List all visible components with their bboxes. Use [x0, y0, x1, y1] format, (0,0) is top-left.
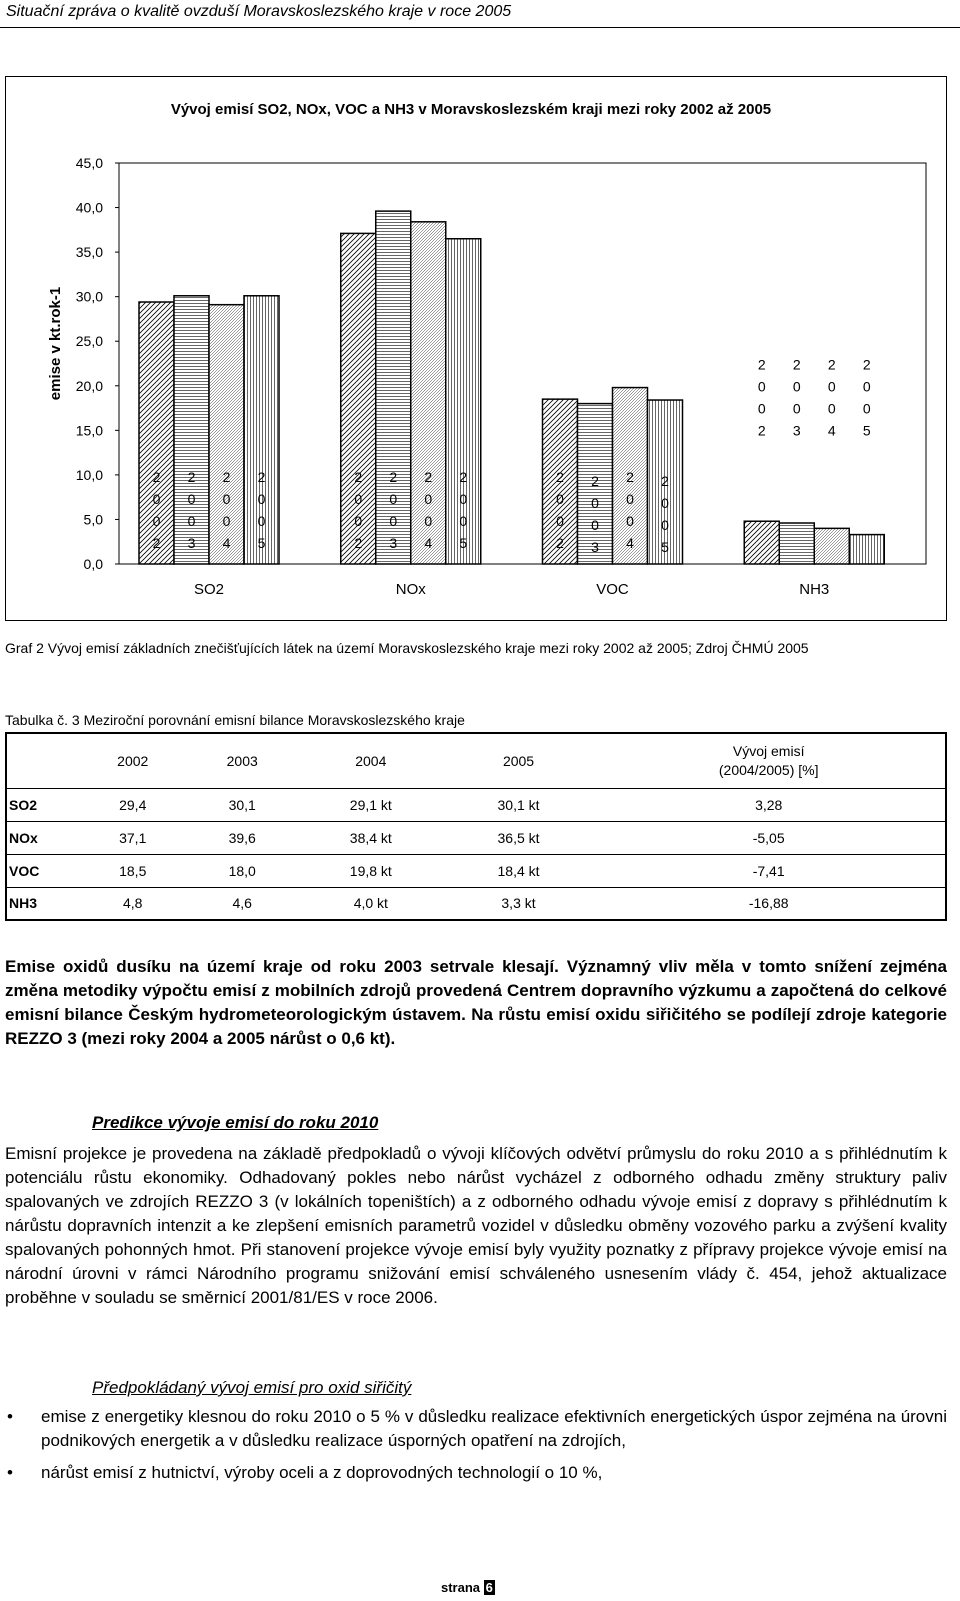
header-cell-trend: [592, 733, 946, 788]
table-header-row: [6, 733, 946, 788]
table-row: [6, 788, 946, 821]
footer-label: strana: [441, 1580, 481, 1595]
chart-title: Vývoj emisí SO2, NOx, VOC a NH3 v Moravskoslezském kraji mezi roky 2002 až 2005: [170, 101, 772, 118]
emissions-chart: [6, 77, 946, 620]
list-item-text: nárůst emisí z hutnictví, výroby oceli a z doprovodných technologií o 10 %,: [41, 1463, 603, 1482]
table-cell: 18,0: [187, 854, 296, 887]
bar-year-label: 2 0 0 3: [792, 356, 801, 439]
so2-bullet-list: [5, 1405, 947, 1493]
table-cell: 4,0 kt: [297, 887, 445, 920]
table-cell: -7,41: [592, 854, 946, 887]
prediction-heading: Predikce vývoje emisí do roku 2010: [92, 1113, 379, 1132]
chart-frame: [5, 76, 947, 621]
table-cell: -5,05: [592, 821, 946, 854]
table-cell: -16,88: [592, 887, 946, 920]
header-cell-2002: 2002: [78, 733, 187, 788]
table-cell: 29,1 kt: [297, 788, 445, 821]
header-cell-2004: 2004: [297, 733, 445, 788]
table-cell: 37,1: [78, 821, 187, 854]
bar-year-label: 2 0 0 4: [827, 356, 836, 439]
table-row: [6, 854, 946, 887]
y-tick-label: 20,0: [75, 377, 103, 394]
bar-year-label: 2 0 0 5: [862, 356, 871, 439]
bar-year-label: 2 0 0 2: [556, 469, 564, 551]
running-head: Situační zpráva o kvalitě ovzduší Moravskoslezského kraje v roce 2005: [6, 3, 512, 20]
bar-year-label: 2 0 0 5: [459, 469, 468, 551]
table-row: [6, 887, 946, 920]
bar-year-label: 2 0 0 2: [152, 469, 161, 551]
table-cell: 3,3 kt: [445, 887, 593, 920]
row-label: SO2: [6, 788, 78, 821]
bar-year-label: 2 0 0 5: [661, 473, 669, 555]
table-cell: 36,5 kt: [445, 821, 593, 854]
table-cell: 30,1 kt: [445, 788, 593, 821]
bullet-icon: •: [7, 1463, 13, 1482]
table-cell: 3,28: [592, 788, 946, 821]
category-label: VOC: [596, 581, 629, 598]
y-tick-label: 25,0: [75, 333, 103, 350]
row-label: VOC: [6, 854, 78, 887]
trend-header-line1: Vývoj emisí: [732, 742, 805, 759]
projection-paragraph: Emisní projekce je provedena na základě předpokladů o vývoji klíčových odvětví průmyslu do roku 2010 a s přihlédnutím k potenciálu růstu ekonomiky. Odhadovaný pokles nebo nárůst vycházel z odborného odhadu změny struktury paliv spalovaných ve zdrojích REZZO 3 (v lokálních topeništích) a z odborného odhadu vývoje emisí z dopravy s přihlédnutím k nárůstu dopravních intenzit a ke zlepšení emisních parametrů vozidel v důsledku obměny vozového parku a zvýšení kvality spalovaných pohonných hmot. Při stanovení projekce vývoje emisí byly využity poznatky z přípravy projekce vývoje emisí na národní úrovni v rámci Národního programu snižování emisí schváleného usnesením vlády č. 454, jehož aktualizace proběhne v souladu se směrnicí 2001/81/ES v roce 2006.: [5, 1144, 947, 1307]
bar-year-label: 2 0 0 4: [626, 469, 634, 551]
header-cell-2005: 2005: [445, 733, 593, 788]
header-rule: [0, 27, 960, 28]
header-cell-2003: 2003: [187, 733, 296, 788]
bullet-icon: •: [7, 1407, 13, 1426]
page-footer: [441, 1580, 495, 1595]
category-label: SO2: [193, 581, 225, 598]
table-cell: 39,6: [187, 821, 296, 854]
bar-NH3-2004: [814, 528, 849, 564]
table-cell: 18,4 kt: [445, 854, 593, 887]
so2-heading: Předpokládaný vývoj emisí pro oxid siřičitý: [92, 1378, 412, 1397]
list-item: [5, 1461, 947, 1485]
y-tick-label: 35,0: [75, 244, 103, 261]
table-cell: 4,6: [187, 887, 296, 920]
table-caption: Tabulka č. 3 Meziroční porovnání emisní bilance Moravskoslezského kraje: [5, 712, 465, 728]
table-row: [6, 821, 946, 854]
y-tick-label: 45,0: [75, 155, 103, 171]
bar-year-label: 2 0 0 5: [257, 469, 266, 551]
table-cell: 18,5: [78, 854, 187, 887]
bar-year-label: 2 0 0 4: [424, 469, 433, 551]
bar-year-label: 2 0 0 2: [354, 469, 363, 551]
bar-year-label: 2 0 0 4: [222, 469, 231, 551]
category-label: NH3: [799, 581, 830, 598]
row-label: NOx: [6, 821, 78, 854]
bar-NH3-2002: [744, 521, 779, 564]
bar-year-label: 2 0 0 3: [591, 473, 599, 555]
y-tick-label: 30,0: [75, 288, 103, 305]
table-cell: 30,1: [187, 788, 296, 821]
bar-year-label: 2 0 0 3: [389, 469, 398, 551]
y-tick-label: 15,0: [75, 422, 103, 439]
y-tick-label: 40,0: [75, 199, 103, 216]
bar-year-label: 2 0 0 2: [757, 356, 766, 439]
chart-caption: Graf 2 Vývoj emisí základních znečišťujících látek na území Moravskoslezského kraje mezi roky 2002 až 2005; Zdroj ČHMÚ 2005: [5, 640, 809, 656]
page-number: 6: [485, 1580, 493, 1595]
table-cell: 4,8: [78, 887, 187, 920]
bar-NH3-2003: [779, 523, 814, 564]
table-cell: 19,8 kt: [297, 854, 445, 887]
trend-header-line2: (2004/2005) [%]: [718, 761, 819, 778]
y-tick-label: 10,0: [75, 466, 103, 483]
list-item: [5, 1405, 947, 1453]
y-tick-label: 0,0: [83, 556, 103, 572]
list-item-text: emise z energetiky klesnou do roku 2010 o 5 % v důsledku realizace efektivních energetických úspor zejména na úrovni podnikových energetik a v důsledku realizace úsporných opatření na zdrojích,: [41, 1407, 947, 1450]
nox-paragraph: Emise oxidů dusíku na území kraje od roku 2003 setrvale klesají. Významný vliv měla v tomto snížení zejména změna metodiky výpočtu emisí z mobilních zdrojů provedená Centrem dopravního výzkumu a započtená do celkové emisní bilance Českým hydrometeorologickým ústavem. Na růstu emisí oxidu siřičitého se podílejí zdroje kategorie REZZO 3 (mezi roky 2004 a 2005 nárůst o 0,6 kt).: [5, 957, 947, 1048]
category-label: NOx: [395, 581, 426, 598]
table-cell: 29,4: [78, 788, 187, 821]
row-label: NH3: [6, 887, 78, 920]
y-tick-label: 5,0: [83, 511, 103, 528]
bar-year-label: 2 0 0 3: [187, 469, 196, 551]
table-cell: 38,4 kt: [297, 821, 445, 854]
bar-NOx-2003: [376, 211, 411, 564]
y-axis-label: emise v kt.rok-1: [47, 286, 64, 401]
bar-NH3-2005: [849, 535, 884, 564]
header-cell-empty: [6, 733, 78, 788]
emission-balance-table: [5, 732, 947, 921]
